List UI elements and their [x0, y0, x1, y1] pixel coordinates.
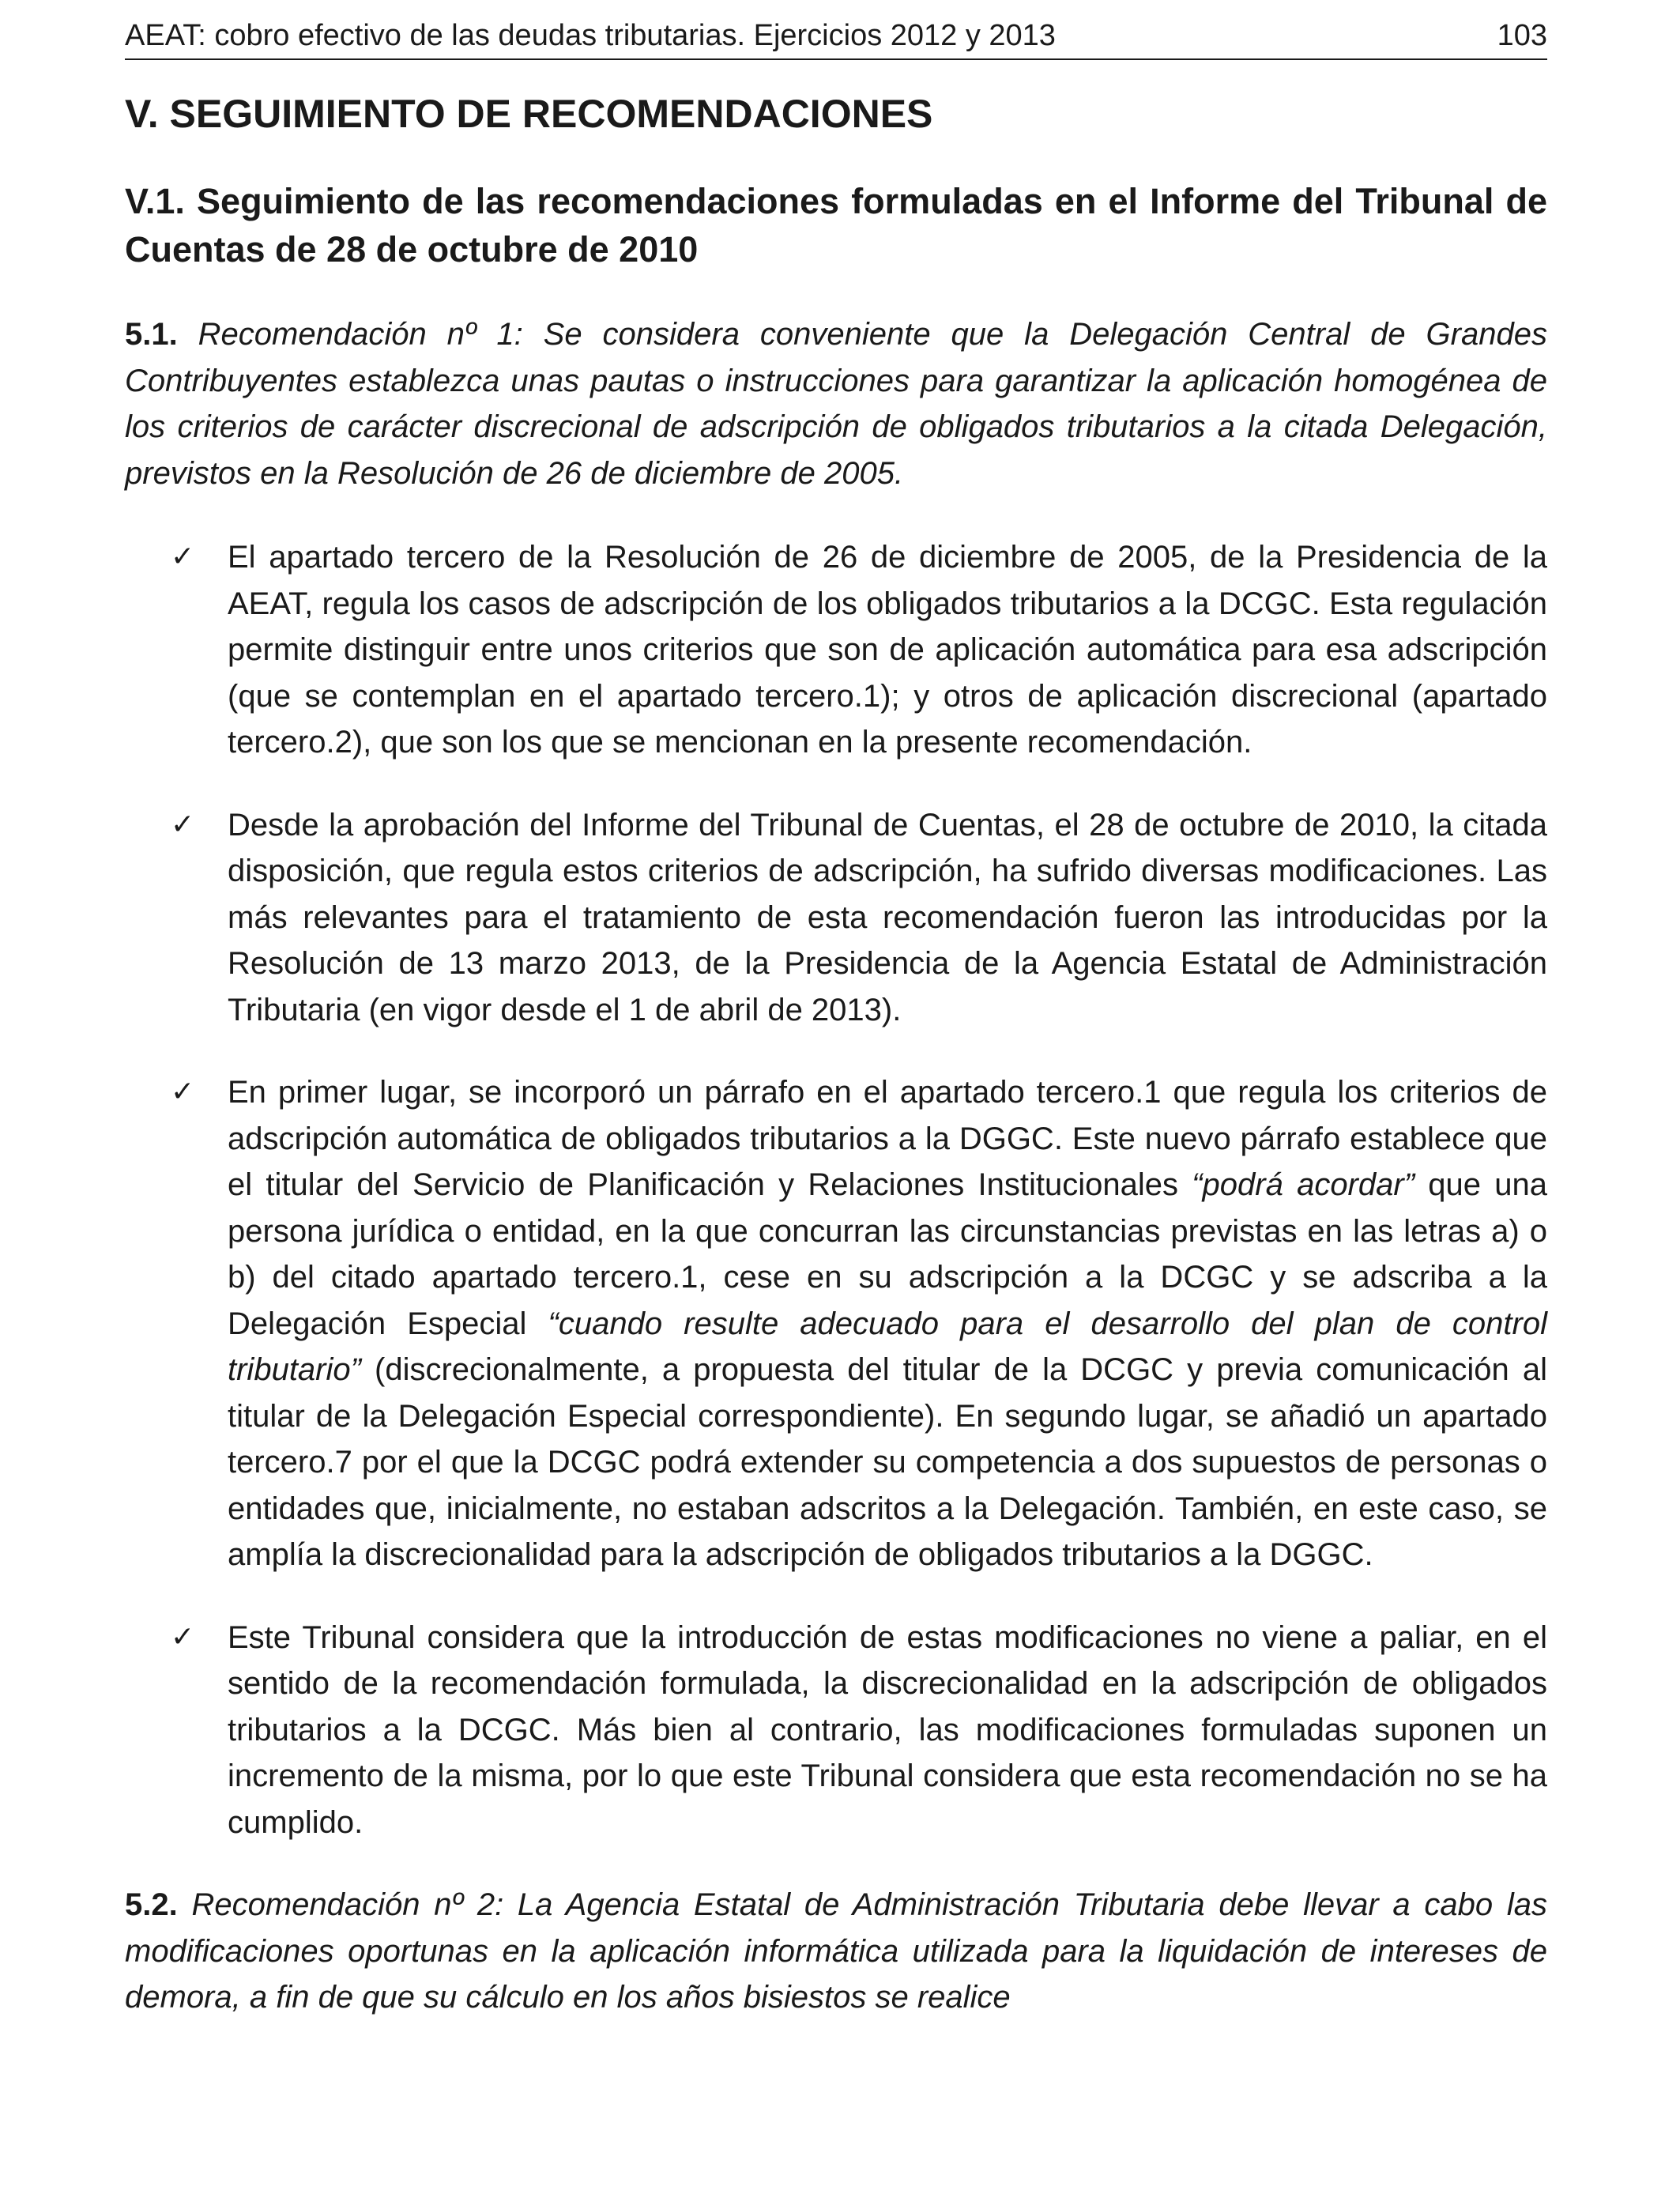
finding-text-3a: En primer lugar, se incorporó un párrafo en el apartado tercero.1 que regula los criterios de adscripción automática de obligados tributarios a la DGGC. Este nuevo párrafo establece que el titular del Servicio de Planificación y Relaciones Institucionales — [228, 1075, 1547, 1202]
finding-text-4: Este Tribunal considera que la introducción de estas modificaciones no viene a paliar, en el sentido de la recomendación formulada, la discrecionalidad en la adscripción de obligados tributarios a la DCGC. Más bien al contrario, las modificaciones formuladas suponen un incremento de la misma, por lo que este Tribunal considera que esta recomendación no se ha cumplido. — [228, 1619, 1547, 1840]
quote-podra-acordar: “podrá acordar” — [1192, 1167, 1415, 1202]
recommendation-1-text: Recomendación nº 1: Se considera conveniente que la Delegación Central de Grandes Contribuyentes establezca unas pautas o instrucciones para garantizar la aplicación homogénea de los criterios de carácter discrecional de adscripción de obligados tributarios a la citada Delegación, previstos en la Resolución de 26 de diciembre de 2005. — [125, 317, 1547, 491]
page-number: 103 — [1497, 19, 1547, 52]
recommendation-1 — [125, 311, 1547, 496]
findings-list — [125, 534, 1547, 1845]
quote-plan-control: “cuando resulte adecuado para el desarrollo del plan de control tributario” — [228, 1306, 1547, 1387]
finding-item-1 — [125, 534, 1547, 766]
header-title: AEAT: cobro efectivo de las deudas tributarias. Ejercicios 2012 y 2013 — [125, 19, 1056, 52]
document-page — [125, 17, 1547, 2053]
checkmark-icon: ✓ — [171, 1076, 195, 1108]
running-header — [125, 17, 1547, 60]
checkmark-icon: ✓ — [171, 1620, 195, 1653]
finding-text-1: El apartado tercero de la Resolución de 26 de diciembre de 2005, de la Presidencia de la AEAT, regula los casos de adscripción de los obligados tributarios a la DCGC. Esta regulación permite distinguir entre unos criterios que son de aplicación automática para esa adscripción (que se contemplan en el apartado tercero.1); y otros de aplicación discrecional (apartado tercero.2), que son los que se mencionan en la presente recomendación. — [228, 540, 1547, 760]
finding-text-2: Desde la aprobación del Informe del Tribunal de Cuentas, el 28 de octubre de 2010, la citada disposición, que regula estos criterios de adscripción, ha sufrido diversas modificaciones. Las más relevantes para el tratamiento de esta recomendación fueron las introducidas por la Resolución de 13 marzo 2013, de la Presidencia de la Agencia Estatal de Administración Tributaria (en vigor desde el 1 de abril de 2013). — [228, 807, 1547, 1027]
recommendation-2-number: 5.2. — [125, 1887, 178, 1922]
checkmark-icon: ✓ — [171, 541, 195, 573]
finding-item-2 — [125, 802, 1547, 1034]
finding-text-3b: que una persona jurídica o entidad, en la que concurran las circunstancias previstas en las letras a) o b) del citado apartado tercero.1, cese en su adscripción a la DCGC y se adscriba a la Delegación Especial — [228, 1167, 1547, 1341]
finding-item-4 — [125, 1615, 1547, 1846]
recommendation-2 — [125, 1882, 1547, 2021]
finding-text-3c: (discrecionalmente, a propuesta del titular de la DCGC y previa comunicación al titular de la Delegación Especial correspondiente). En segundo lugar, se añadió un apartado tercero.7 por el que la DCGC podrá extender su competencia a dos supuestos de personas o entidades que, inicialmente, no estaban adscritos a la Delegación. También, en este caso, se amplía la discrecionalidad para la adscripción de obligados tributarios a la DGGC. — [228, 1352, 1547, 1572]
recommendation-1-number: 5.1. — [125, 317, 178, 352]
checkmark-icon: ✓ — [171, 808, 195, 841]
recommendation-2-text: Recomendación nº 2: La Agencia Estatal de Administración Tributaria debe llevar a cabo las modificaciones oportunas en la aplicación informática utilizada para la liquidación de intereses de demora, a fin de que su cálculo en los años bisiestos se realice — [125, 1887, 1547, 2015]
finding-item-3 — [125, 1069, 1547, 1578]
section-title: V. SEGUIMIENTO DE RECOMENDACIONES — [125, 92, 933, 136]
subsection-title: V.1. Seguimiento de las recomendaciones formuladas en el Informe del Tribunal de Cuentas de 28 de octubre de 2010 — [125, 181, 1547, 270]
